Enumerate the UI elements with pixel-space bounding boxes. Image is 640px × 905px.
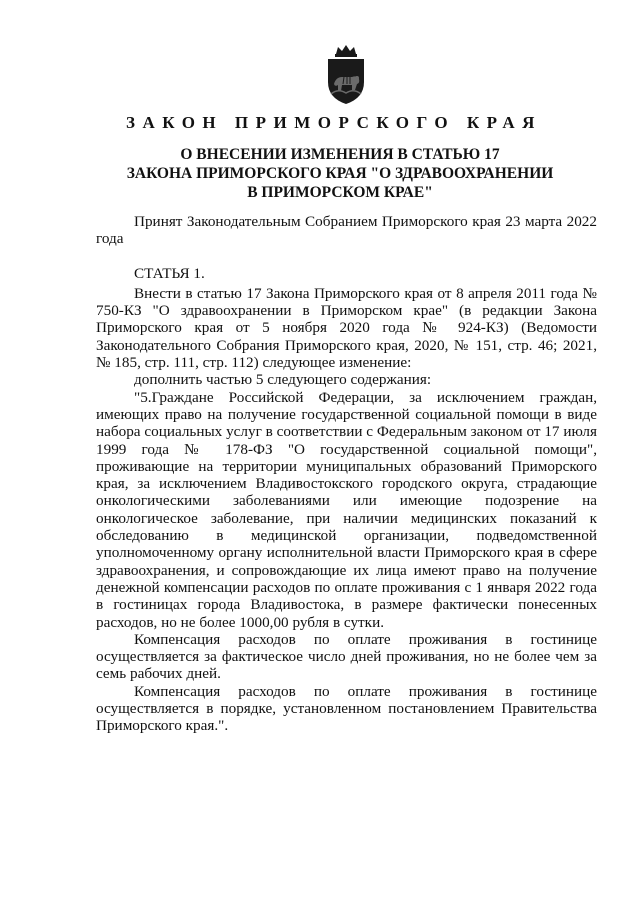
coat-of-arms-icon bbox=[322, 44, 370, 106]
subtitle-line: ЗАКОНА ПРИМОРСКОГО КРАЯ "О ЗДРАВООХРАНЕНИИ bbox=[126, 165, 554, 182]
subtitle-line: В ПРИМОРСКОМ КРАЕ" bbox=[247, 184, 433, 201]
article-heading: СТАТЬЯ 1. bbox=[134, 264, 205, 282]
paragraph: дополнить частью 5 следующего содержания: bbox=[134, 371, 432, 389]
adoption-statement: Принят Законодательным Собранием Приморского края 23 марта 2022 года bbox=[96, 213, 597, 248]
paragraph: "5.Граждане Российской Федерации, за исключением граждан, имеющих право на получение государственной социальной помощи в виде набора социальных услуг в соответствии с Федеральным законом от 17 июля 1999 года № 178-ФЗ "О государственной социальной помощи", проживающие на территории муниципальных образований Приморского края, за исключением Владивостокского городского округа, страдающие онкологическими заболеваниями или имеющие подозрение на онкологическое заболевание, при наличии медицинских показаний к обследованию в медицинской организации, подведомственной уполномоченному органу исполнительной власти Приморского края в сфере здравоохранения, и сопровождающие их лица имеют право на получение денежной компенсации расходов по оплате проживания с 1 января 2022 года в гостиницах города Владивостока, в размере фактически понесенных расходов, но не более 1000,00 рубля в сутки. bbox=[96, 388, 597, 631]
law-subtitle bbox=[0, 145, 640, 202]
subtitle-line: О ВНЕСЕНИИ ИЗМЕНЕНИЯ В СТАТЬЮ 17 bbox=[180, 146, 500, 163]
paragraph: Внести в статью 17 Закона Приморского края от 8 апреля 2011 года № 750-КЗ "О здравоохранении в Приморском крае" (в редакции Закона Приморского края от 5 ноября 2020 года № 924-КЗ) (Ведомости Законодательного Собрания Приморского края, 2020, № 151, стр. 46; 2021, № 185, стр. 111, стр. 112) следующее изменение: bbox=[96, 284, 597, 372]
law-body bbox=[96, 213, 597, 735]
paragraph: Компенсация расходов по оплате проживания в гостинице осуществляется за фактическое число дней проживания, но не более чем за семь рабочих дней. bbox=[96, 630, 597, 683]
paragraph: Компенсация расходов по оплате проживания в гостинице осуществляется в порядке, установленном постановлением Правительства Приморского края.". bbox=[96, 682, 597, 735]
law-title: ЗАКОН ПРИМОРСКОГО КРАЯ bbox=[126, 113, 542, 132]
